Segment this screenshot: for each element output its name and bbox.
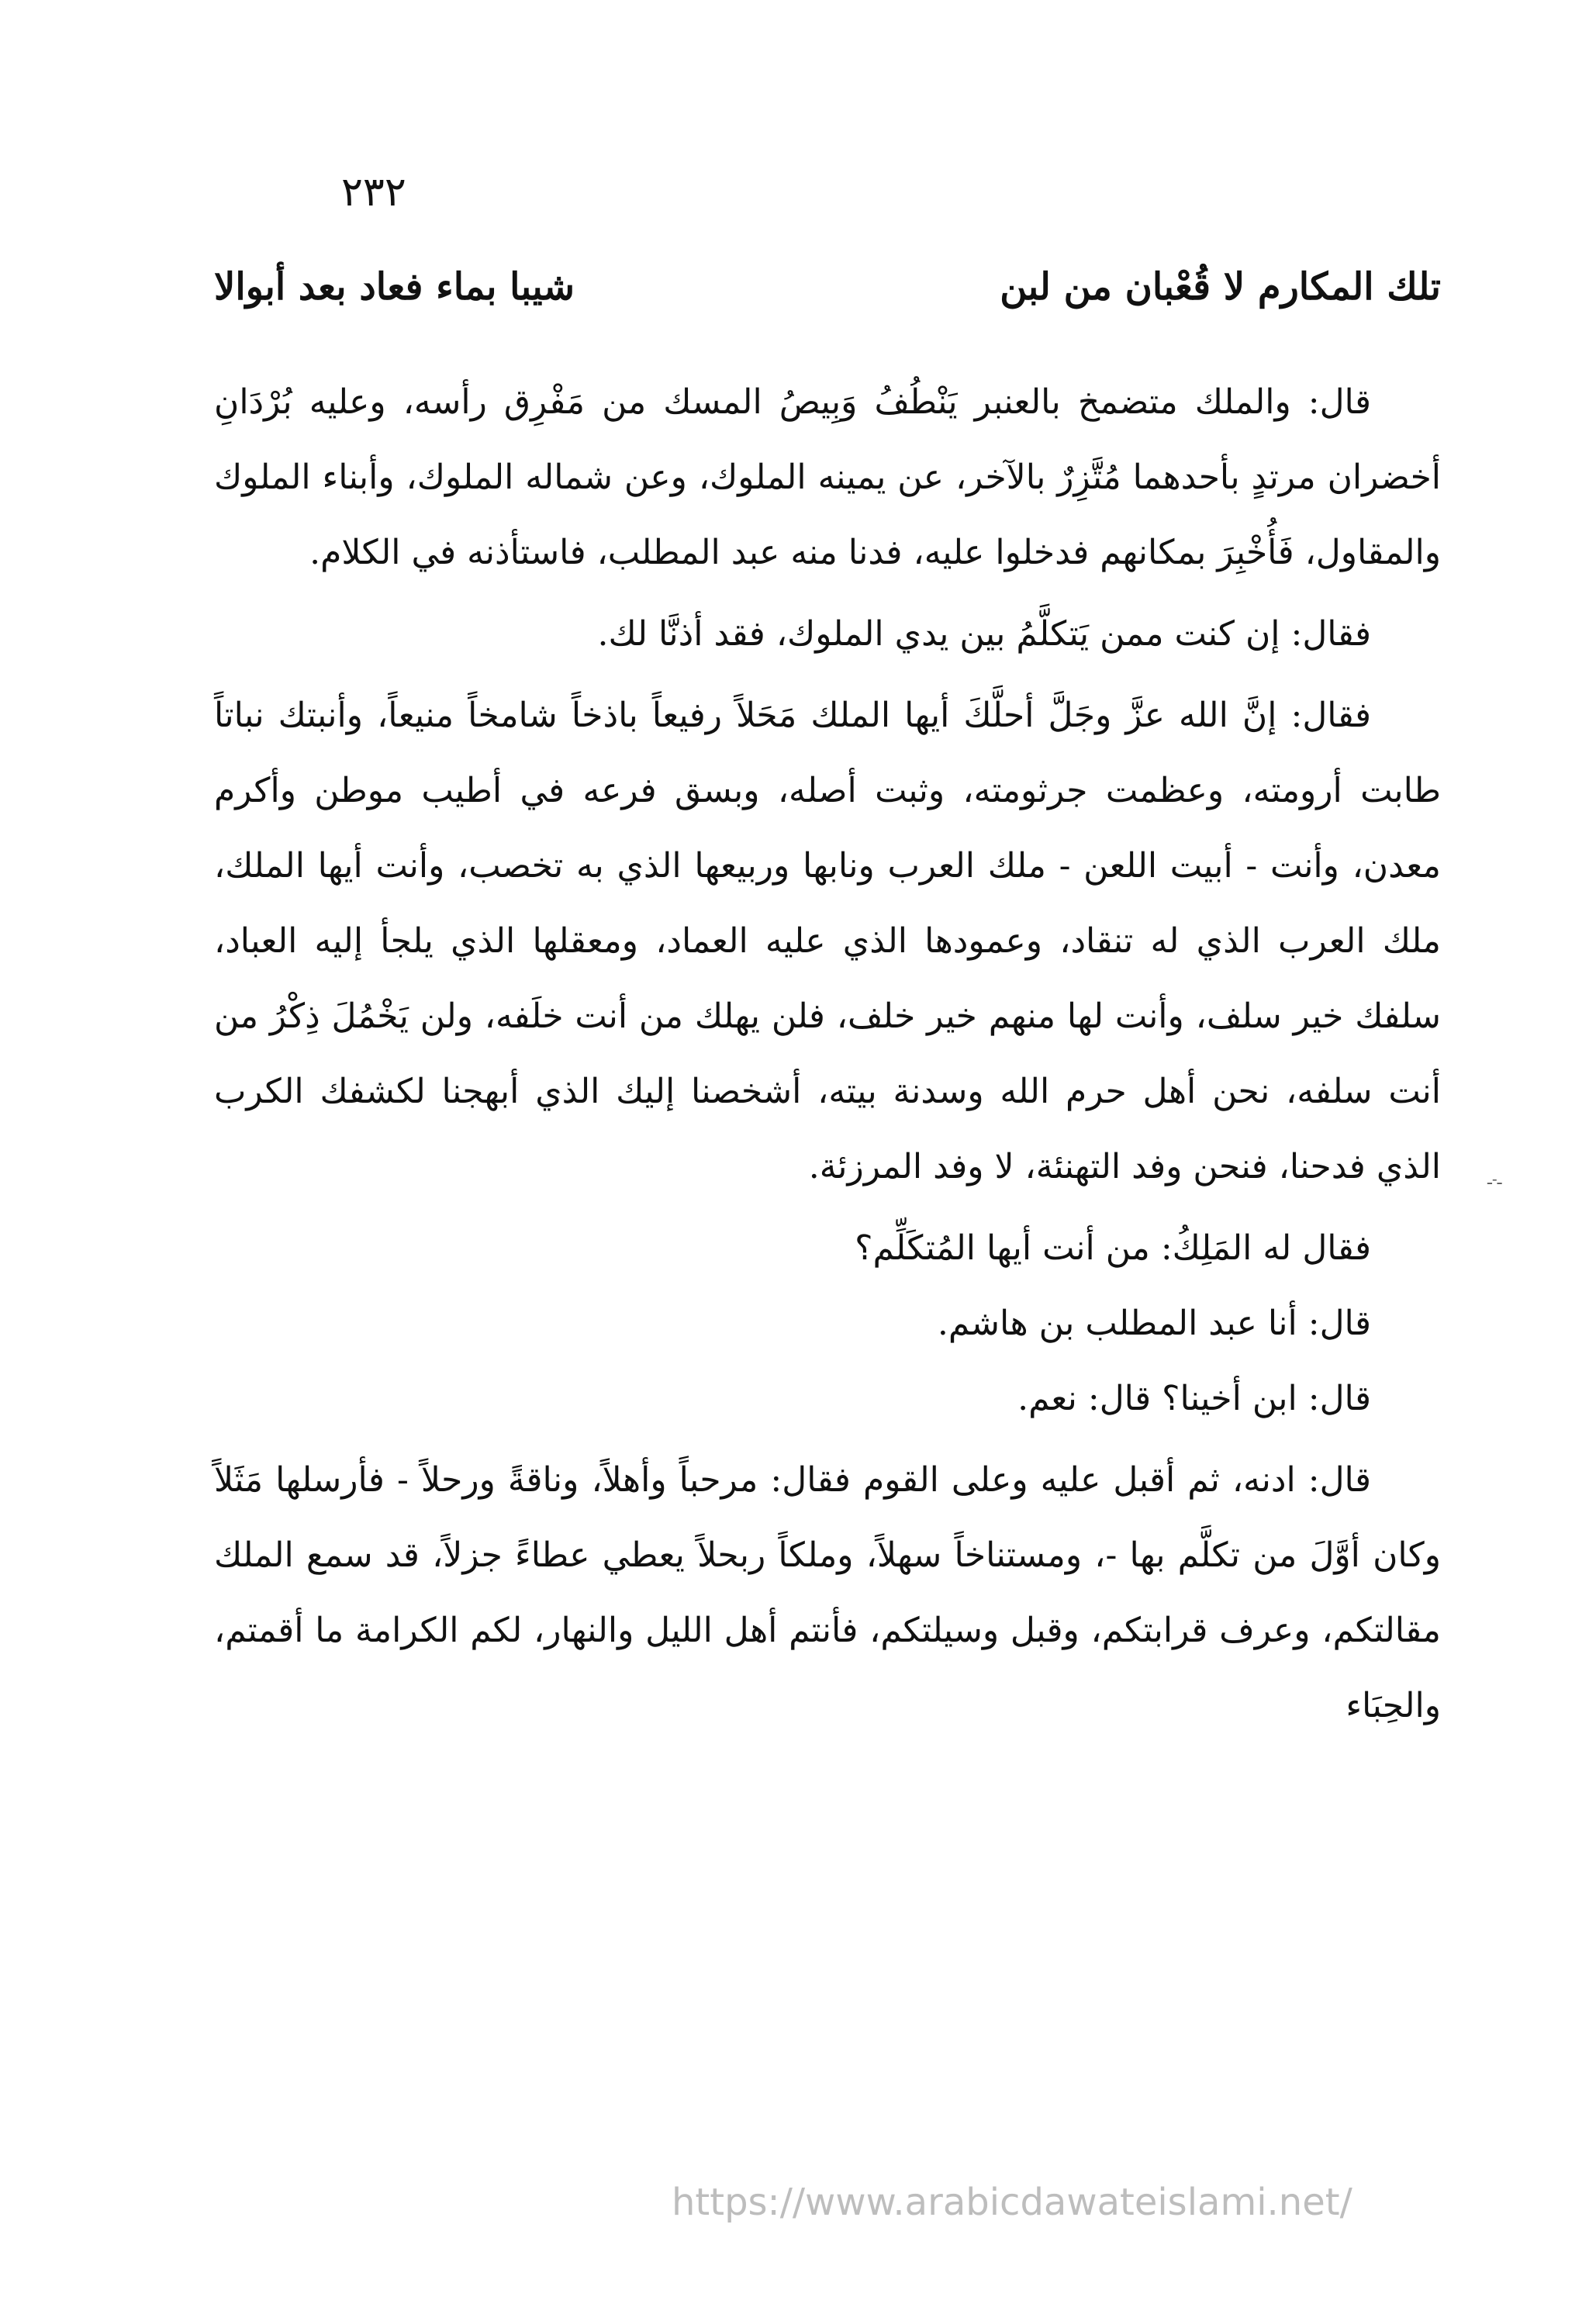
watermark-url: https://www.arabicdawateislami.net/ <box>672 2181 1352 2224</box>
paragraph-7: قال: ادنه، ثم أقبل عليه وعلى القوم فقال: مرحباً وأهلاً، وناقةً ورحلاً - فأرسلها مَثَلاً وكان أوَّلَ من تكلَّم بها -، ومستناخاً سهلاً، وملكاً ربحلاً يعطي عطاءً جزلاً، قد سمع الملك مقالتكم، وعرف قرابتكم، وقبل وسيلتكم، فأنتم أهل الليل والنهار، لكم الكرامة ما أقمتم، والحِبَاء <box>214 1460 1442 1725</box>
poetry-verse <box>214 256 1441 318</box>
paragraph-6: قال: ابن أخينا؟ قال: نعم. <box>1017 1379 1371 1418</box>
paragraph-1: قال: والملك متضمخ بالعنبر يَنْطُفُ وَبِيصُ المسك من مَفْرِق رأسه، وعليه بُرْدَانِ أخضران مرتدٍ بأحدهما مُتَّزِرٌ بالآخر، عن يمينه الملوك، وعن شماله الملوك، وأبناء الملوك والمقاول، فَأُخْبِرَ بمكانهم فدخلوا عليه، فدنا منه عبد المطلب، فاستأذنه في الكلام. <box>214 382 1441 572</box>
paragraph-5: قال: أنا عبد المطلب بن هاشم. <box>937 1304 1371 1343</box>
page-number: ٢٣٢ <box>341 169 406 216</box>
body-text <box>214 364 1441 1743</box>
margin-mark: ـ‐ـ <box>1487 1169 1502 1188</box>
verse-second-hemistich: شيبا بماء فعاد بعد أبوالا <box>214 265 575 309</box>
paragraph-4: فقال له المَلِكُ: من أنت أيها المُتكَلِّم؟ <box>855 1228 1371 1268</box>
paragraph-3: فقال: إنَّ الله عزَّ وجَلَّ أحلَّكَ أيها الملك مَحَلاً رفيعاً باذخاً شامخاً منيعاً، وأنبتك نباتاً طابت أرومته، وعظمت جرثومته، وثبت أصله، وبسق فرعه في أطيب موطن وأكرم معدن، وأنت - أبيت اللعن - ملك العرب ونابها وربيعها الذي به تخصب، وأنت أيها الملك، ملك العرب الذي له تنقاد، وعمودها الذي عليه العماد، ومعقلها الذي يلجأ إليه العباد، سلفك خير سلف، وأنت لها منهم خير خلف، فلن يهلك من أنت خلَفه، ولن يَخْمُلَ ذِكْرُ من أنت سلفه، نحن أهل حرم الله وسدنة بيته، أشخصنا إليك الذي أبهجنا لكشفك الكرب الذي فدحنا، فنحن وفد التهنئة، لا وفد المرزئة. <box>214 696 1441 1186</box>
verse-first-hemistich: تلك المكارم لا قُعْبان من لبن <box>1000 265 1441 309</box>
paragraph-2: فقال: إن كنت ممن يَتكلَّمُ بين يدي الملوك، فقد أذنَّا لك. <box>597 614 1371 654</box>
